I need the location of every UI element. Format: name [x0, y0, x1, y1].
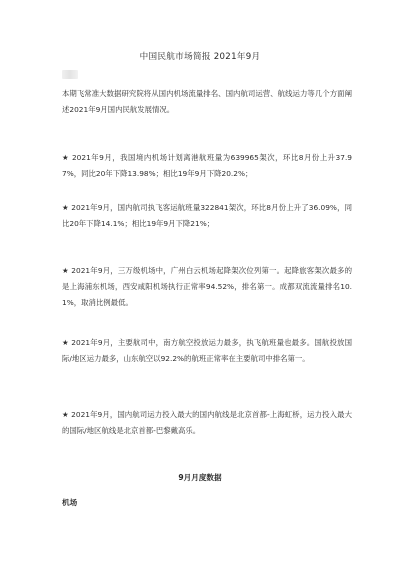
bullet-paragraph-3: ★ 2021年9月，三万级机场中，广州白云机场起降架次位列第一。起降旅客架次最多的是上海浦东机场，西安咸阳机场执行正常率94.52%，排名第一。成都双流流量排名10.1%，取消比例最低。: [62, 266, 352, 307]
page-title: 中国民航市场简报 2021年9月: [139, 52, 261, 62]
bullet-paragraph-5: ★ 2021年9月，国内航司运力投入最大的国内航线是北京首都-上海虹桥，运力投入最大的国际/地区航线是北京首都-巴黎戴高乐。: [62, 410, 352, 435]
bullet-paragraph-1: ★ 2021年9月，我国境内机场计划离港航班量为639965架次，环比8月份上升37.97%，同比20年下降13.98%；相比19年9月下降20.2%；: [62, 153, 352, 178]
subsection-heading: 机场: [62, 498, 78, 507]
bullet-paragraph-2: ★ 2021年9月，国内航司执飞客运航班量322841架次，环比8月份上升了36.09%，同比20年下降14.1%；相比19年9月下降21%；: [62, 203, 352, 228]
intro-paragraph: 本期飞常准大数据研究院将从国内机场流量排名、国内航司运营、航线运力等几个方面阐述2021年9月国内民航发展情况。: [62, 89, 352, 114]
bullet-paragraph-4: ★ 2021年9月，主要航司中，南方航空投放运力最多，执飞航班量也最多。国航投放国际/地区运力最多，山东航空以92.2%的航班正常率在主要航司中排名第一。: [62, 338, 352, 363]
logo-watermark: [62, 70, 78, 79]
section-title: 9月月度数据: [178, 473, 222, 482]
